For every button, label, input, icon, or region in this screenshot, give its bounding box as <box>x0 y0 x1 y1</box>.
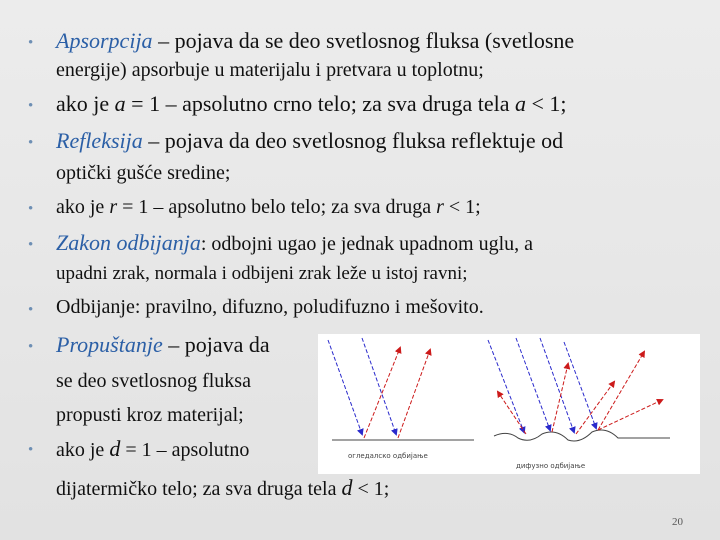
reflected-ray <box>598 400 662 430</box>
reflected-ray <box>364 348 400 438</box>
caption-diffuse: дифузно одбијање <box>516 462 586 470</box>
term-absorption: Apsorpcija <box>56 28 153 53</box>
text: = 1 – apsolutno belo telo; za sva druga <box>117 196 437 218</box>
bullet-dot: • <box>28 135 34 151</box>
bullet-white-body <box>56 197 481 217</box>
bullet-law-of-reflection-line2 <box>56 264 468 283</box>
caption-specular: огледалско одбијање <box>348 452 428 460</box>
text: – pojava da <box>162 332 270 357</box>
bullet-diathermic-line2 <box>56 477 389 499</box>
bullet-dot: • <box>28 442 34 458</box>
bullet-transmission-line2 <box>56 371 251 391</box>
reflection-diagram-svg <box>318 334 700 474</box>
reflected-ray <box>598 352 644 430</box>
text: propusti kroz materijal; <box>56 404 244 426</box>
incident-ray <box>488 340 524 432</box>
text: ako je <box>56 91 115 116</box>
bullet-reflection-line2 <box>56 163 230 183</box>
bullet-black-body <box>56 93 567 115</box>
bullet-absorption-line1 <box>56 30 574 52</box>
diffuse-surface <box>494 430 670 441</box>
bullet-transmission-line3 <box>56 405 244 425</box>
var-d: d <box>109 436 121 461</box>
bullet-absorption-line2 <box>56 60 484 80</box>
bullet-dot: • <box>28 98 34 114</box>
var-r: r <box>436 196 444 218</box>
bullet-dot: • <box>28 35 34 51</box>
text: < 1; <box>443 196 481 218</box>
term-law-of-reflection: Zakon odbijanja <box>56 230 201 255</box>
var-r: r <box>109 196 118 218</box>
bullet-dot: • <box>28 201 34 217</box>
bullet-reflection-types <box>56 297 484 317</box>
page-number: 20 <box>672 516 683 528</box>
bullet-transmission-line1 <box>56 334 270 356</box>
var-a: a <box>114 91 126 116</box>
text: – pojava da deo svetlosnog fluksa reflektuje od <box>142 128 564 153</box>
text: optički gušće sredine; <box>56 162 231 184</box>
text: ako je <box>56 196 110 218</box>
text: dijatermičko telo; za sva druga tela <box>56 478 342 500</box>
text: ako je <box>56 439 110 461</box>
var-a: a <box>515 91 527 116</box>
bullet-diathermic-line1 <box>56 438 249 460</box>
text: Odbijanje: pravilno, difuzno, poludifuzno i mešovito. <box>56 296 484 318</box>
text: < 1; <box>352 478 390 500</box>
reflected-ray <box>398 350 430 438</box>
text: = 1 – apsolutno <box>120 439 250 461</box>
incident-ray <box>564 342 596 428</box>
text: = 1 – apsolutno crno telo; za sva druga tela <box>125 91 516 116</box>
bullet-dot: • <box>28 302 34 318</box>
reflected-ray <box>552 364 568 432</box>
incident-ray <box>362 338 396 434</box>
bullet-dot: • <box>28 237 34 253</box>
var-d: d <box>341 475 353 500</box>
text: se deo svetlosnog fluksa <box>56 370 251 392</box>
term-transmission: Propuštanje <box>56 332 163 357</box>
text: < 1; <box>526 91 567 116</box>
incident-ray <box>328 340 362 434</box>
reflected-ray <box>498 392 526 434</box>
text: energije) apsorbuje u materijalu i pretvara u toplotnu; <box>56 59 484 81</box>
reflection-diagram <box>318 334 700 474</box>
bullet-dot: • <box>28 339 34 355</box>
bullet-reflection-line1 <box>56 130 563 152</box>
text: : odbojni ugao je jednak upadnom uglu, a <box>200 233 534 255</box>
term-reflection: Refleksija <box>56 128 143 153</box>
text: upadni zrak, normala i odbijeni zrak leže u istoj ravni; <box>56 263 468 284</box>
text: – pojava da se deo svetlosnog fluksa (svetlosne <box>152 28 575 53</box>
bullet-law-of-reflection-line1 <box>56 232 533 254</box>
